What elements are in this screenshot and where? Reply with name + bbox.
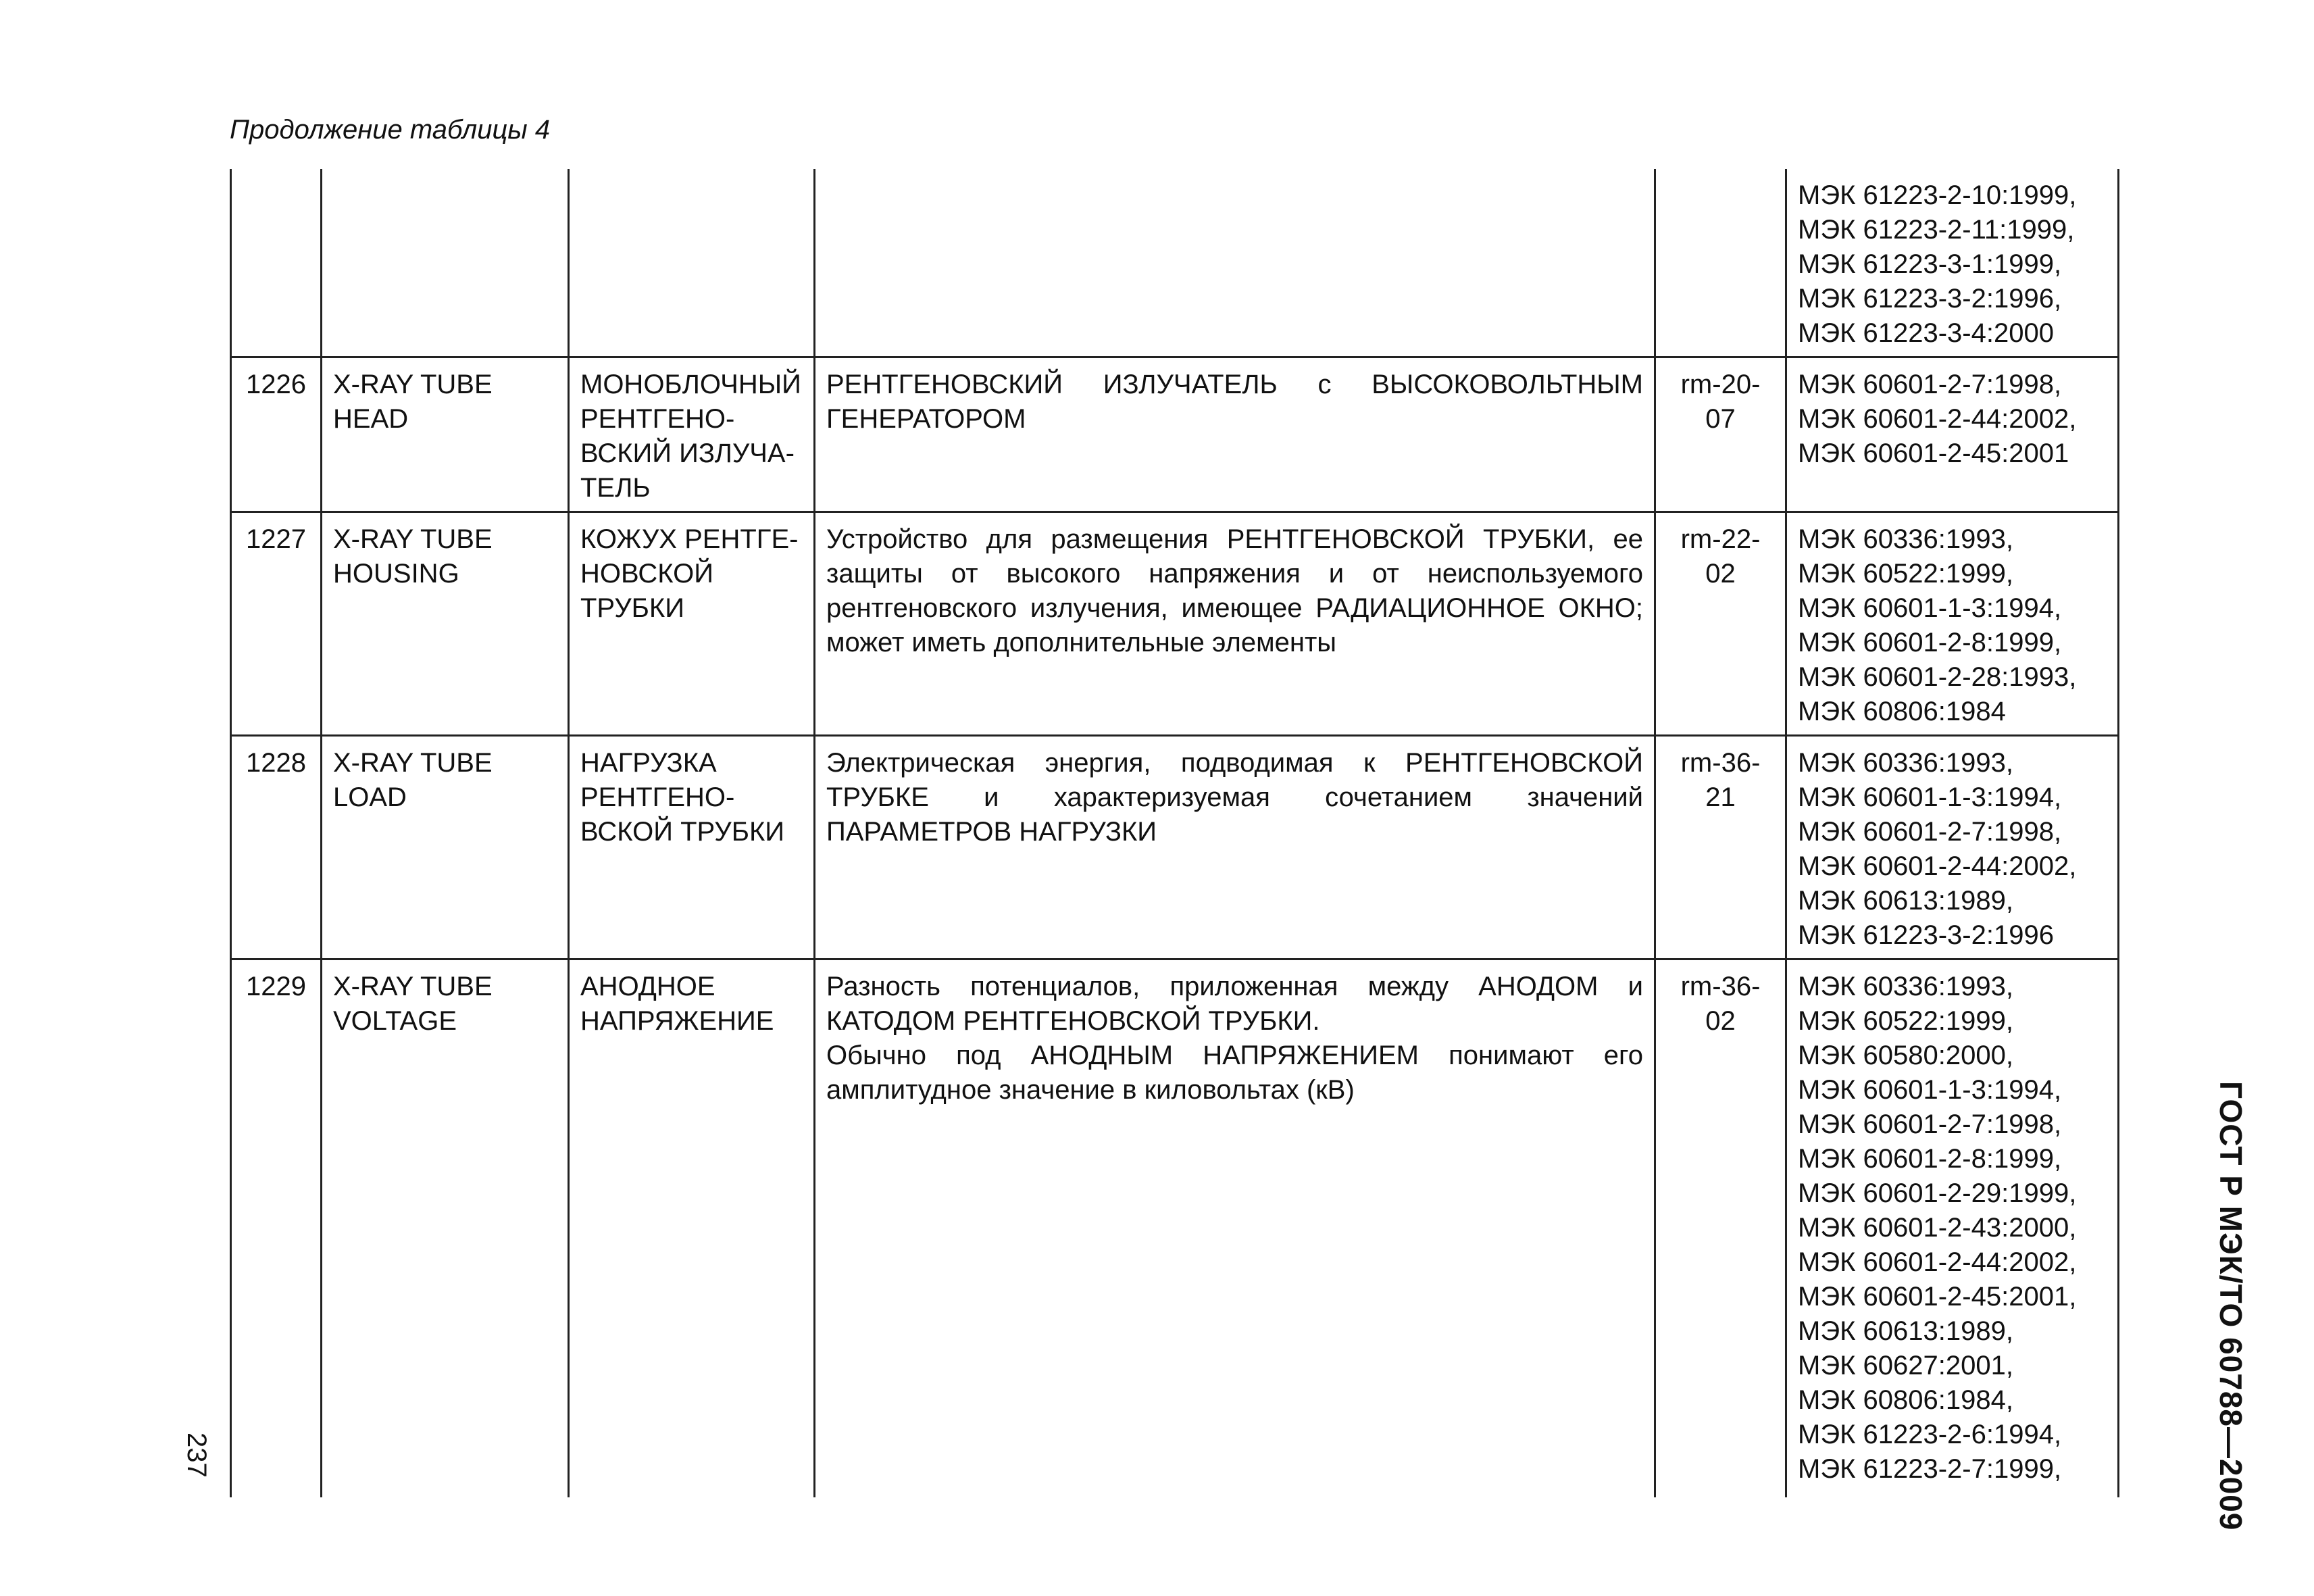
- cell-line: МЭК 60601-2-8:1999,: [1798, 628, 2062, 657]
- english-term: [322, 512, 569, 736]
- cell-line: X-RAY TUBE: [333, 524, 493, 554]
- reference-standards: [1786, 959, 2119, 1497]
- cell-line: МЭК 60601-2-44:2002,: [1798, 404, 2077, 434]
- cell-line: МЭК 61223-3-2:1996,: [1798, 284, 2062, 314]
- cell-line: МЭК 60522:1999,: [1798, 1006, 2013, 1036]
- cell-line: VOLTAGE: [333, 1006, 457, 1036]
- cell-line: МЭК 60336:1993,: [1798, 524, 2013, 554]
- term-definition: [815, 357, 1655, 512]
- term-number: 1229: [231, 959, 322, 1497]
- reference-standards: [1786, 736, 2119, 959]
- cell-line: МЭК 60580:2000,: [1798, 1041, 2013, 1070]
- cell-line: МЭК 60601-2-29:1999,: [1798, 1178, 2077, 1208]
- cell-line: МЭК 60601-2-45:2001: [1798, 439, 2069, 468]
- term-definition: [815, 959, 1655, 1497]
- cell-line: РЕНТГЕНО-: [580, 782, 735, 812]
- russian-term: [569, 357, 815, 512]
- cell-line: ВСКИЙ ИЗЛУЧА-: [580, 439, 795, 468]
- cell-line: МЭК 61223-2-10:1999,: [1798, 180, 2077, 210]
- term-code: rm-36-02: [1655, 959, 1786, 1497]
- cell-line: МЭК 60601-1-3:1994,: [1798, 593, 2062, 623]
- cell-line: X-RAY TUBE: [333, 972, 493, 1001]
- reference-standards: [1786, 512, 2119, 736]
- table-row: [231, 357, 2119, 512]
- cell-line: МЭК 60806:1984,: [1798, 1385, 2013, 1415]
- definition-paragraph: Электрическая энергия, подводимая к РЕНТГЕНОВСКОЙ ТРУБКЕ и характеризуемая сочетанием значений ПАРАМЕТРОВ НАГРУЗКИ: [826, 748, 1643, 847]
- term-code: rm-36-21: [1655, 736, 1786, 959]
- cell-line: МЭК 61223-2-6:1994,: [1798, 1420, 2062, 1449]
- cell-line: МЭК 60613:1989,: [1798, 886, 2013, 916]
- cell-line: МЭК 61223-3-4:2000: [1798, 318, 2054, 348]
- table-row: [231, 736, 2119, 959]
- russian-term: [569, 959, 815, 1497]
- cell-line: HOUSING: [333, 559, 459, 589]
- cell-line: МЭК 60627:2001,: [1798, 1351, 2013, 1380]
- cell-line: КОЖУХ РЕНТГЕ-: [580, 524, 799, 554]
- cell-line: МЭК 60601-2-8:1999,: [1798, 1144, 2062, 1174]
- cell-line: НАПРЯЖЕНИЕ: [580, 1006, 774, 1036]
- table-row: [231, 169, 2119, 357]
- cell-line: МЭК 61223-2-11:1999,: [1798, 215, 2075, 245]
- definition-paragraph: РЕНТГЕНОВСКИЙ ИЗЛУЧАТЕЛЬ с ВЫСОКОВОЛЬТНЫМ ГЕНЕРАТОРОМ: [826, 370, 1643, 434]
- term-code: [1655, 169, 1786, 357]
- cell-line: АНОДНОЕ: [580, 972, 715, 1001]
- cell-line: X-RAY TUBE: [333, 748, 493, 778]
- cell-line: МЭК 60522:1999,: [1798, 559, 2013, 589]
- term-number: 1227: [231, 512, 322, 736]
- term-number: 1228: [231, 736, 322, 959]
- term-number: [231, 169, 322, 357]
- english-term: [322, 736, 569, 959]
- cell-line: МЭК 61223-3-1:1999,: [1798, 249, 2062, 279]
- english-term: [322, 959, 569, 1497]
- definition-paragraph: Разность потенциалов, приложенная между АНОДОМ и КАТОДОМ РЕНТГЕНОВСКОЙ ТРУБКИ.: [826, 972, 1643, 1036]
- standard-designation: ГОСТ Р МЭК/ТО 60788—2009: [2213, 1081, 2248, 1531]
- cell-line: МЭК 60601-2-7:1998,: [1798, 370, 2062, 399]
- russian-term: [569, 736, 815, 959]
- cell-line: HEAD: [333, 404, 409, 434]
- term-code: rm-22-02: [1655, 512, 1786, 736]
- russian-term: [569, 512, 815, 736]
- russian-term: [569, 169, 815, 357]
- cell-line: МЭК 60601-2-28:1993,: [1798, 662, 2077, 692]
- definition-paragraph: Обычно под АНОДНЫМ НАПРЯЖЕНИЕМ понимают его амплитудное значение в киловольтах (кВ): [826, 1041, 1643, 1105]
- cell-line: МЭК 60601-2-7:1998,: [1798, 817, 2062, 847]
- reference-standards: [1786, 357, 2119, 512]
- english-term: [322, 169, 569, 357]
- table-caption: Продолжение таблицы 4: [230, 115, 551, 145]
- cell-line: МЭК 60806:1984: [1798, 697, 2006, 726]
- cell-line: МЭК 60601-2-45:2001,: [1798, 1282, 2077, 1312]
- cell-line: МЭК 60601-1-3:1994,: [1798, 1075, 2062, 1105]
- cell-line: МЭК 60601-2-44:2002,: [1798, 851, 2077, 881]
- cell-line: НАГРУЗКА: [580, 748, 717, 778]
- cell-line: МЭК 60613:1989,: [1798, 1316, 2013, 1346]
- cell-line: ТРУБКИ: [580, 593, 684, 623]
- term-code: rm-20-07: [1655, 357, 1786, 512]
- terms-table: [230, 169, 2119, 1497]
- cell-line: LOAD: [333, 782, 407, 812]
- term-definition: [815, 169, 1655, 357]
- term-definition: [815, 512, 1655, 736]
- cell-line: МЭК 60336:1993,: [1798, 748, 2013, 778]
- cell-line: МЭК 61223-3-2:1996: [1798, 920, 2054, 950]
- cell-line: МЭК 60601-2-43:2000,: [1798, 1213, 2077, 1243]
- cell-line: ВСКОЙ ТРУБКИ: [580, 817, 785, 847]
- cell-line: ТЕЛЬ: [580, 473, 651, 503]
- terms-table-container: [230, 169, 2117, 1484]
- cell-line: МЭК 61223-2-7:1999,: [1798, 1454, 2062, 1484]
- table-row: [231, 959, 2119, 1497]
- page-number: 237: [182, 1432, 211, 1478]
- term-number: 1226: [231, 357, 322, 512]
- cell-line: МЭК 60601-1-3:1994,: [1798, 782, 2062, 812]
- cell-line: X-RAY TUBE: [333, 370, 493, 399]
- term-definition: [815, 736, 1655, 959]
- cell-line: МЭК 60336:1993,: [1798, 972, 2013, 1001]
- definition-paragraph: Устройство для размещения РЕНТГЕНОВСКОЙ ТРУБКИ, ее защиты от высокого напряжения и от неиспользуемого рентгеновского излучения, имеющее РАДИАЦИОННОЕ ОКНО; может иметь дополнительные элементы: [826, 524, 1643, 657]
- cell-line: МОНОБЛОЧНЫЙ: [580, 370, 801, 399]
- table-row: [231, 512, 2119, 736]
- english-term: [322, 357, 569, 512]
- cell-line: МЭК 60601-2-44:2002,: [1798, 1247, 2077, 1277]
- cell-line: НОВСКОЙ: [580, 559, 713, 589]
- cell-line: МЭК 60601-2-7:1998,: [1798, 1109, 2062, 1139]
- reference-standards: [1786, 169, 2119, 357]
- cell-line: РЕНТГЕНО-: [580, 404, 735, 434]
